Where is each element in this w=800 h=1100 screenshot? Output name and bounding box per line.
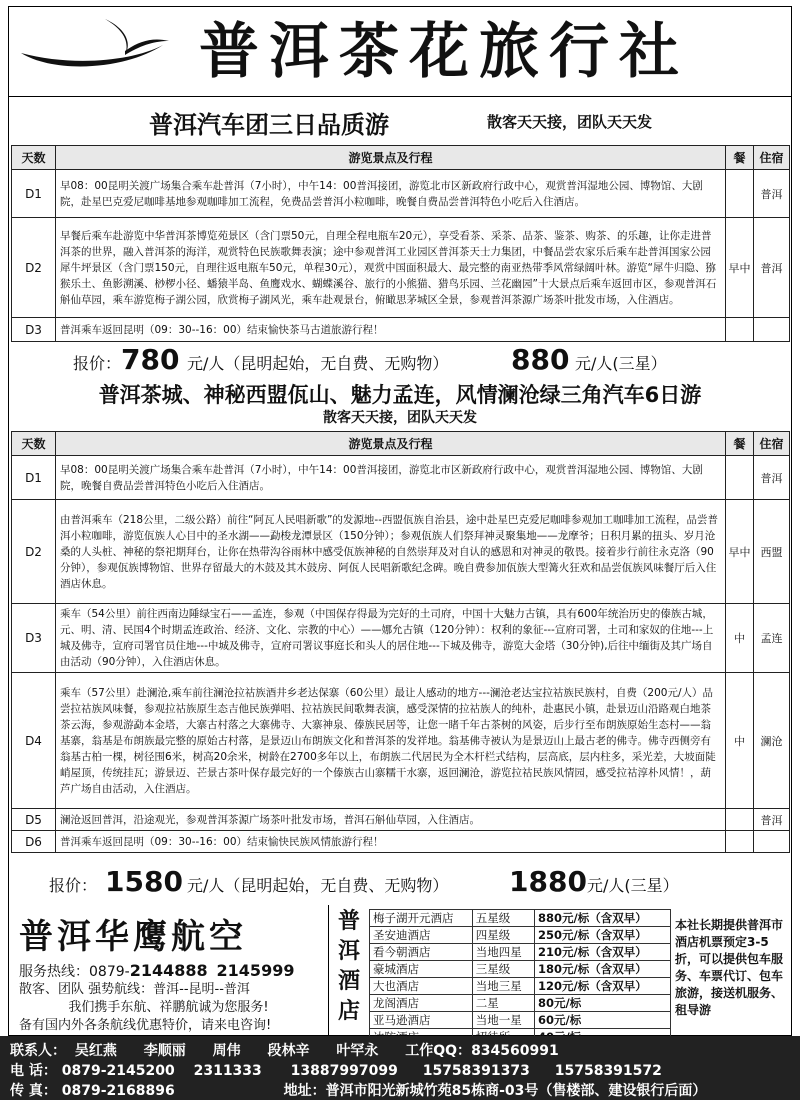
itinerary-column-header: 游览景点及行程 [56,146,726,170]
hotel-level: 当地三星 [472,978,534,995]
hotel-cell: 普洱 [754,170,790,218]
contact-label: 联系人： [10,1043,66,1059]
table-row [12,500,790,604]
hotel-name: 亚马逊酒店 [370,1012,473,1029]
tour2-header-row [12,432,790,456]
hotel-column-header: 住宿 [754,146,790,170]
hotel-level: 四星级 [472,927,534,944]
table-row [12,831,790,853]
fax-number: 0879-2168896 [61,1083,175,1099]
hotel-row [370,995,671,1012]
hotel-price: 60元/标 [535,1012,671,1029]
table-row [12,673,790,809]
mobile-number: 15758391572 [554,1063,662,1079]
price-main: 1580 [105,865,183,898]
hotel-name: 大也酒店 [370,978,473,995]
hotel-price: 180元/标（含双早） [535,961,671,978]
service-notice: 本社长期提供普洱市酒店机票预定3-5折，可以提供包车服务、车票代订、包车旅游，接送机服务、租导游 [675,918,784,1017]
price-unit: 元/人（昆明起始，无自费、无购物） [187,354,449,373]
phone-label: 电 话： [10,1063,57,1079]
day-cell: D2 [12,218,56,318]
price-label: 报价： [73,354,122,373]
meal-cell [726,831,754,853]
itinerary-column-header: 游览景点及行程 [56,432,726,456]
contact-footer [0,1036,800,1100]
itinerary-cell: 乘车（57公里）赴澜沧,乘车前往澜沧拉祜族酒井乡老达保寨（60公里）最让人感动的地方---澜沧老达宝拉祜族民族村，自费（200元/人）品尝拉祜族风味餐，参观拉祜族原生态吉他民族弹唱、拉祜族民间歌舞表演，感受深情的拉祜族人的纯朴，赴惠民小镇，赴景迈山沿路观白地茶茶云海，参观游勐本金塔，大寨古村落之大寨佛寺、大寨神泉、傣族民居等，让您一睹千年古茶树的风姿，后步行至布朗族原始生态村——翁基寨，翁基是布朗族最完整的原始古村落，是景迈山布朗族文化和普洱茶的发祥地。翁基佛寺被认为是景迈山上最古老的佛寺。佛寺西侧旁有翁基古柏一棵，树径围6米，树高20余米，树龄在2700多年以上，布朗族二代居民为全木杆栏式结构，层高底，层内柱多，采光差，大坡面陡峭屋顶，传统挂瓦；游景迈、芒景古茶叶保存最完好的一个傣族古山寨糯干水寨，返回澜沧，游览拉祜民族风情园，感受拉祜淳朴风情！，葫芦广场自由活动，入住酒店。 [56,673,726,809]
hotel-row [370,978,671,995]
hotel-cell: 普洱 [754,809,790,831]
poster-page [8,6,792,1036]
airline-route: 散客、团队 强势航线：普洱--昆明--普洱 [19,982,250,997]
hotel-price: 880元/标（含双早） [535,910,671,927]
meal-cell: 中 [726,604,754,673]
day-cell: D4 [12,673,56,809]
meal-cell [726,170,754,218]
hotel-level: 三星级 [472,961,534,978]
hotel-cell: 澜沧 [754,673,790,809]
hotel-row [370,944,671,961]
tour1-header-row [12,146,790,170]
hotel-cell: 普洱 [754,456,790,500]
table-row [12,318,790,342]
table-row [12,809,790,831]
price-label: 报价： [49,876,98,895]
day-column-header: 天数 [12,146,56,170]
hotel-level: 五星级 [472,910,534,927]
phone-row [10,1060,662,1080]
meal-cell [726,456,754,500]
hotel-price: 250元/标（含双早） [535,927,671,944]
airline-hotline [9,962,328,981]
hotel-cell: 西盟 [754,500,790,604]
hotline-label: 服务热线：0879- [19,964,130,980]
agency-name: 普洱茶花旅行社 [199,17,689,87]
price-alt-unit: 元/人(三星） [587,876,679,895]
contact-name: 李顺丽 [143,1043,186,1059]
hotel-level: 二星 [472,995,534,1012]
contacts-row [10,1040,559,1060]
hotel-level: 当地一星 [472,1012,534,1029]
hotels-label: 普洱酒店 [337,909,360,1024]
meal-cell [726,318,754,342]
tour2-price-row [9,865,791,899]
contact-name: 吴红燕 [74,1043,117,1059]
hotel-name: 豪城酒店 [370,961,473,978]
meal-cell: 早中 [726,500,754,604]
swoosh-logo-icon [13,11,173,77]
table-row [12,604,790,673]
table-row [12,218,790,318]
day-cell: D3 [12,318,56,342]
phone-number-1: 0879-2145200 [61,1063,175,1079]
qq-label: 工作QQ： [405,1043,472,1059]
hotel-cell [754,831,790,853]
day-column-header: 天数 [12,432,56,456]
fax-row [10,1080,706,1100]
hotel-column-header: 住宿 [754,432,790,456]
itinerary-cell: 早08：00昆明关渡广场集合乘车赴普洱（7小时），中午14：00普洱接团，游览北市区新政府行政中心，观赏普洱湿地公园、博物馆、大剧院，赴星巴克爱尼咖啡基地参观咖啡加工流程，免费品尝普洱小粒咖啡，晚餐自费品尝普洱特色小吃后入住酒店。 [56,170,726,218]
price-main: 780 [121,343,180,376]
itinerary-cell: 普洱乘车返回昆明（09：30--16：00）结束愉快民族风情旅游行程！ [56,831,726,853]
contact-name: 段林辛 [267,1043,310,1059]
contact-name: 叶罕永 [336,1043,379,1059]
agency-header [9,7,791,97]
price-unit: 元/人（昆明起始，无自费、无购物） [187,876,449,895]
hotel-name: 看今朝酒店 [370,944,473,961]
tour2-title-row [9,379,791,407]
airline-block [9,905,329,1037]
address: 地址：普洱市阳光新城竹苑85栋商-03号（售楼部、建设银行后面） [283,1083,707,1099]
day-cell: D3 [12,604,56,673]
price-alt: 880 [511,343,570,376]
qq-number: 834560991 [471,1043,559,1059]
tour1-price-row [9,343,791,377]
meal-column-header: 餐 [726,146,754,170]
itinerary-cell: 乘车（54公里）前往西南边陲绿宝石——孟连，参观（中国保存得最为完好的土司府，中国十大魅力古镇，具有600年统治历史的傣族古城，元、明、清、民国4个时期孟连政治、经济、文化、宗教的中心）——娜允古镇（120分钟）：权利的象征---宣府司署，土司和家奴的住地---上城及佛寺，宣府司署官员住地---中城及佛寺，宣府司署议事庭长和头人的居住地---下城及佛寺，游览大金塔（30分钟),后往中缅街及其广场自由活动（90分钟），入住酒店休息。 [56,604,726,673]
meal-cell: 早中 [726,218,754,318]
hotel-price-table [369,909,671,1046]
tour1-title: 普洱汽车团三日品质游 [149,111,389,139]
hotel-cell: 普洱 [754,218,790,318]
itinerary-cell: 早08：00昆明关渡广场集合乘车赴普洱（7小时），中午14：00普洱接团，游览北市区新政府行政中心，观赏普洱湿地公园、博物馆、大剧院，晚餐自费品尝普洱特色小吃后入住酒店。 [56,456,726,500]
airline-slogan: 我们携手东航、祥鹏航诚为您服务! [68,1000,269,1015]
hotel-cell [754,318,790,342]
meal-cell: 中 [726,673,754,809]
itinerary-cell: 由普洱乘车（218公里，二级公路）前往“阿瓦人民唱新歌”的发源地--西盟佤族自治县，途中赴星巴克爱尼咖啡参观加工咖啡加工流程，品尝普洱小粒咖啡，游览佤族人心目中的圣水湖——勐梭龙潭景区（150分钟）；参观佤族人们祭拜神灵聚集地——龙摩爷；日积月累的扭头、岁月沧桑的人头桩、神秘的祭祀期拜台，让你在热带沟谷雨林中感受佤族神秘的自然崇拜及对自认的感恩和对神灵的敬畏。接着步行前往永克洛（90分钟），参观佤族博物馆、世界存留最大的木鼓及其木鼓房、阿佤人民唱新歌纪念碑。晚自费参加佤族大型篝火狂欢和品尝佤族风味餐厅后入住酒店休息。 [56,500,726,604]
tour1-itinerary-table [11,145,790,342]
hotel-row [370,961,671,978]
day-cell: D2 [12,500,56,604]
meal-cell [726,809,754,831]
hotel-name: 圣安迪酒店 [370,927,473,944]
airline-name: 普洱华鹰航空 [19,917,247,957]
day-cell: D1 [12,456,56,500]
hotel-name: 梅子湖开元酒店 [370,910,473,927]
airline-discount: 备有国内外各条航线优惠特价，请来电咨询! [19,1018,272,1033]
hotel-price: 80元/标 [535,995,671,1012]
hotel-cell: 孟连 [754,604,790,673]
hotline-number-2: 2145999 [216,961,295,980]
hotel-name: 龙阁酒店 [370,995,473,1012]
fax-label: 传 真： [10,1083,57,1099]
day-cell: D1 [12,170,56,218]
itinerary-cell: 澜沧返回普洱，沿途观光，参观普洱茶源广场茶叶批发市场，普洱石斛仙草园，入住酒店。 [56,809,726,831]
tour2-slogan: 散客天天接，团队天天发 [323,410,477,426]
mobile-number: 15758391373 [422,1063,530,1079]
table-row [12,170,790,218]
tour1-slogan: 散客天天接，团队天天发 [487,113,653,131]
itinerary-cell: 早餐后乘车赴游览中华普洱茶博览苑景区（含门票50元，自理全程电瓶车20元），享受看茶、采茶、品茶、鉴茶、购茶、的乐趣，让你走进普洱茶的世界，融入普洱茶的海洋，观赏特色民族歌舞表演；途中参观普洱工业园区普洱茶天士力集团，中餐品尝农家乐后乘车赴普洱国家公园犀牛坪景区（含门票150元，自理往返电瓶车50元，单程30元），观赏中国面积最大、最完整的南亚热带季风常绿阔叶林。游览“犀牛归隐、猕猴乐土、鱼影溯溪、桫椤小径、蟠猿半岛、鱼鹰戏水、蝴蝶溪谷、旅行的小熊猫、猎鸟乐园、兰花幽园”十大景点后乘车返回市区，参观普洱石斛仙草园，乘车游览梅子湖公园，欣赏梅子湖风光，乘车赴观景台，俯瞰思茅城区全景，参观普洱茶源广场茶叶批发市场，入住酒店。 [56,218,726,318]
hotel-row [370,910,671,927]
tour2-title: 普洱茶城、神秘西盟佤山、魅力孟连，风情澜沧绿三角汽车6日游 [98,383,702,407]
hotel-row [370,927,671,944]
hotel-price: 120元/标（含双早） [535,978,671,995]
hotel-price: 210元/标（含双早） [535,944,671,961]
hotline-number-1: 2144888 [129,961,208,980]
tour1-title-row [9,105,791,139]
phone-number-2: 2311333 [193,1063,262,1079]
meal-column-header: 餐 [726,432,754,456]
day-cell: D5 [12,809,56,831]
tour2-itinerary-table [11,431,790,853]
itinerary-cell: 普洱乘车返回昆明（09：30--16：00）结束愉快茶马古道旅游行程！ [56,318,726,342]
price-alt: 1880 [509,865,587,898]
table-row [12,456,790,500]
day-cell: D6 [12,831,56,853]
contact-name: 周伟 [212,1043,241,1059]
hotel-row [370,1012,671,1029]
mobile-number: 13887997099 [290,1063,398,1079]
hotel-level: 当地四星 [472,944,534,961]
price-alt-unit: 元/人(三星） [575,354,667,373]
